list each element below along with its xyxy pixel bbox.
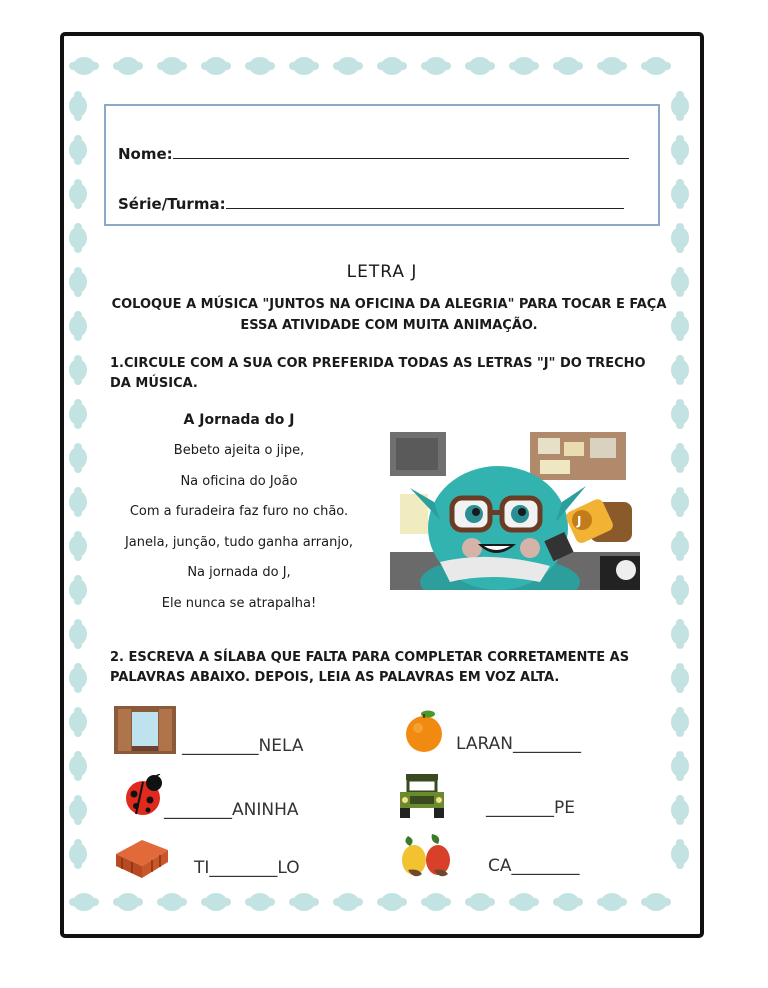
bricks-icon (112, 832, 172, 880)
border-motif (671, 443, 689, 473)
instruction-text: COLOQUE A MÚSICA "JUNTOS NA OFICINA DA ALEGRIA" PARA TOCAR E FAÇA ESSA ATIVIDADE COM MUITA ANIMAÇÃO. (111, 297, 667, 333)
border-motif (421, 57, 451, 75)
border-motif (597, 893, 627, 911)
border-motif (69, 179, 87, 209)
border-motif (641, 893, 671, 911)
border-motif (509, 893, 539, 911)
name-label: Nome: (118, 145, 173, 163)
border-motif (671, 91, 689, 121)
border-motif (245, 57, 275, 75)
ladybug-icon (122, 774, 164, 816)
border-motif (201, 893, 231, 911)
border-motif (671, 531, 689, 561)
song-excerpt (104, 412, 374, 619)
name-field[interactable] (118, 144, 629, 163)
border-motif (333, 893, 363, 911)
poem-line: Com a furadeira faz furo no chão. (129, 504, 349, 519)
poem-line: Na jornada do J, (187, 565, 291, 580)
exercise-word: ________PE (486, 798, 575, 818)
border-motif (671, 751, 689, 781)
border-motif (465, 57, 495, 75)
border-motif (377, 57, 407, 75)
monster-mechanic-illustration (390, 432, 640, 590)
student-info-box (104, 104, 660, 226)
border-motif (69, 311, 87, 341)
poem-line: Bebeto ajeita o jipe, (173, 443, 305, 458)
exercise-word: LARAN________ (456, 734, 581, 754)
border-motif (289, 57, 319, 75)
class-line[interactable] (226, 194, 624, 209)
border-motif (333, 57, 363, 75)
border-motif (671, 487, 689, 517)
window-icon (114, 706, 176, 754)
exercise-word: TI________LO (194, 858, 300, 878)
name-line[interactable] (173, 144, 629, 159)
border-motif (69, 57, 99, 75)
border-motif (377, 893, 407, 911)
border-motif (465, 893, 495, 911)
border-motif (289, 893, 319, 911)
border-motif (69, 443, 87, 473)
poem-line: Na oficina do João (180, 473, 298, 489)
border-motif (671, 179, 689, 209)
question-1: 1.CIRCULE COM A SUA COR PREFERIDA TODAS AS LETRAS "J" DO TRECHO DA MÚSICA. (110, 356, 646, 391)
poem-line: Janela, junção, tudo ganha arranjo, (124, 534, 354, 550)
exercise-word: _________NELA (182, 736, 304, 756)
border-motif (671, 619, 689, 649)
border-motif (69, 751, 87, 781)
border-motif (69, 355, 87, 385)
border-motif (671, 707, 689, 737)
border-motif (69, 91, 87, 121)
poem-title: A Jornada do J (183, 412, 295, 428)
border-motif (671, 223, 689, 253)
border-motif (69, 531, 87, 561)
border-motif (671, 355, 689, 385)
exercise-word: ________ANINHA (164, 800, 299, 820)
class-field[interactable] (118, 194, 624, 213)
border-motif (69, 399, 87, 429)
border-motif (69, 487, 87, 517)
border-motif (69, 893, 99, 911)
border-motif (597, 57, 627, 75)
border-motif (157, 57, 187, 75)
worksheet-title: LETRA J (346, 262, 418, 282)
border-motif (69, 223, 87, 253)
border-motif (553, 893, 583, 911)
badge-letter: J (577, 514, 582, 528)
border-motif (69, 619, 87, 649)
border-motif (69, 707, 87, 737)
border-motif (553, 57, 583, 75)
border-motif (421, 893, 451, 911)
class-label: Série/Turma: (118, 195, 226, 213)
border-motif (69, 663, 87, 693)
poem-line: Ele nunca se atrapalha! (161, 595, 317, 611)
question-2: 2. ESCREVA A SÍLABA QUE FALTA PARA COMPLETAR CORRETAMENTE AS PALAVRAS ABAIXO. DEPOIS, LEIA AS PALAVRAS EM VOZ ALTA. (110, 650, 630, 685)
orange-icon (404, 708, 444, 754)
cashew-icon (398, 832, 454, 880)
border-motif (157, 893, 187, 911)
jeep-icon (396, 772, 448, 820)
border-motif (69, 135, 87, 165)
border-motif (509, 57, 539, 75)
border-motif (671, 399, 689, 429)
border-motif (69, 795, 87, 825)
exercise-word: CA________ (488, 856, 580, 876)
border-motif (113, 893, 143, 911)
border-motif (671, 839, 689, 869)
border-motif (245, 893, 275, 911)
border-motif (671, 135, 689, 165)
worksheet-page (60, 32, 704, 938)
border-motif (671, 663, 689, 693)
border-motif (69, 575, 87, 605)
border-motif (69, 839, 87, 869)
border-motif (641, 57, 671, 75)
border-motif (201, 57, 231, 75)
border-motif (671, 795, 689, 825)
border-motif (113, 57, 143, 75)
border-motif (671, 575, 689, 605)
